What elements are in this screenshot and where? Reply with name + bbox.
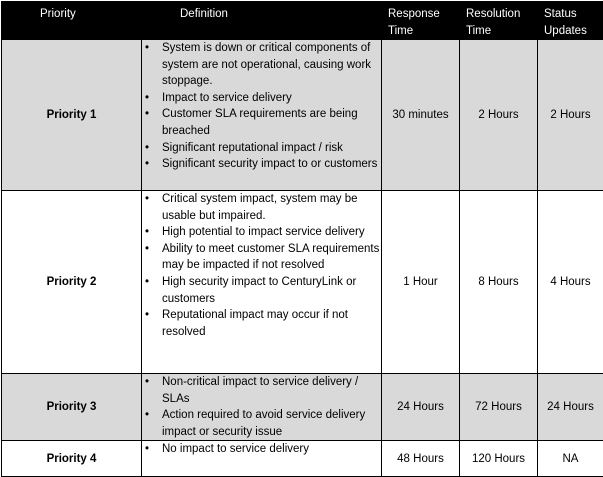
definition-list	[142, 191, 381, 340]
priority-label: Priority 4	[2, 441, 142, 477]
definition-cell	[142, 374, 382, 441]
priority-label: Priority 1	[2, 40, 142, 191]
priority-table	[1, 1, 603, 477]
definition-item: • High potential to impact service delivery	[142, 224, 381, 241]
table-row-priority-3	[2, 374, 603, 441]
table-header	[2, 2, 603, 40]
definition-item: • High security impact to CenturyLink or customers	[142, 274, 381, 307]
response-time-cell: 1 Hour	[382, 191, 460, 374]
status-updates-cell: NA	[538, 441, 603, 477]
definition-list	[142, 441, 381, 458]
response-time-cell: 48 Hours	[382, 441, 460, 477]
resolution-time-cell: 8 Hours	[460, 191, 538, 374]
table-row-priority-1	[2, 40, 603, 191]
table-row-priority-4	[2, 441, 603, 477]
definition-item: • Significant reputational impact / risk	[142, 140, 381, 157]
header-resolution-time: Resolution Time	[460, 2, 538, 40]
header-response-time: Response Time	[382, 2, 460, 40]
definition-item: • Ability to meet customer SLA requirements may be impacted if not resolved	[142, 241, 381, 274]
definition-item: • No impact to service delivery	[142, 441, 381, 458]
header-priority: Priority	[2, 2, 142, 40]
status-updates-cell: 4 Hours	[538, 191, 603, 374]
resolution-time-cell: 72 Hours	[460, 374, 538, 441]
status-updates-cell: 24 Hours	[538, 374, 603, 441]
definition-item: • Reputational impact may occur if not resolved	[142, 307, 381, 340]
response-time-cell: 30 minutes	[382, 40, 460, 191]
definition-item: • Customer SLA requirements are being breached	[142, 106, 381, 139]
definition-item: • Critical system impact, system may be usable but impaired.	[142, 191, 381, 224]
resolution-time-cell: 2 Hours	[460, 40, 538, 191]
definition-cell	[142, 441, 382, 477]
definition-item: • Significant security impact to or customers	[142, 156, 381, 173]
definition-cell	[142, 40, 382, 191]
header-status-updates: Status Updates	[538, 2, 603, 40]
definition-item: • System is down or critical components of system are not operational, causing work stoppage.	[142, 40, 381, 90]
header-definition: Definition	[142, 2, 382, 40]
definition-item: • Non-critical impact to service delivery / SLAs	[142, 374, 381, 407]
priority-label: Priority 3	[2, 374, 142, 441]
status-updates-cell: 2 Hours	[538, 40, 603, 191]
priority-label: Priority 2	[2, 191, 142, 374]
definition-item: • Action required to avoid service delivery impact or security issue	[142, 407, 381, 440]
table-body	[2, 40, 603, 477]
header-row	[2, 2, 603, 40]
response-time-cell: 24 Hours	[382, 374, 460, 441]
definition-item: • Impact to service delivery	[142, 90, 381, 107]
definition-cell	[142, 191, 382, 374]
definition-list	[142, 40, 381, 173]
definition-list	[142, 374, 381, 440]
table-row-priority-2	[2, 191, 603, 374]
resolution-time-cell: 120 Hours	[460, 441, 538, 477]
